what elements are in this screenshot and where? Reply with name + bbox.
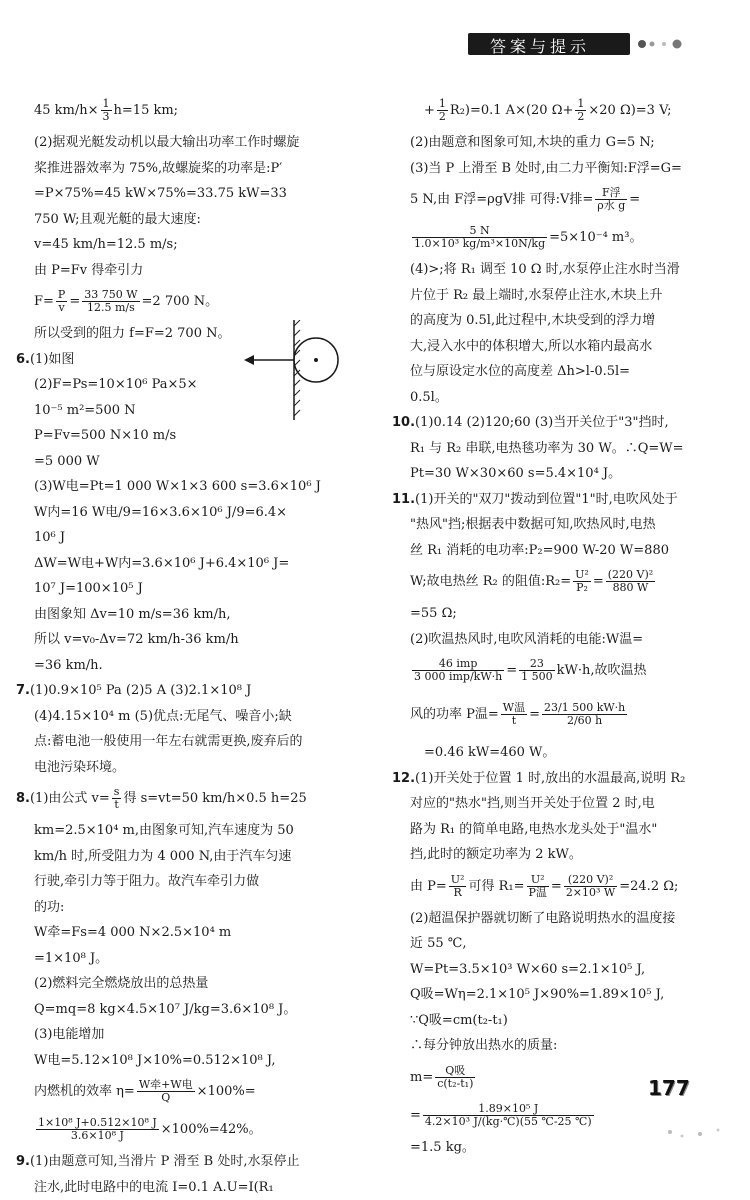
- force-diagram: [240, 320, 350, 420]
- answer-line: 10⁻⁵ m²=500 N: [16, 398, 368, 424]
- answer-line: "热风"挡;根据表中数据可知,吹热风时,电热: [392, 512, 737, 538]
- question-number: 12.: [392, 771, 415, 786]
- answer-line: [392, 652, 737, 690]
- answer-line: (2)燃料完全燃烧放出的总热量: [16, 971, 368, 997]
- answer-line: =0.46 kW=460 W。: [392, 740, 737, 766]
- text: =: [551, 879, 562, 894]
- fraction: [412, 225, 547, 250]
- text: kW·h,故吹温热: [557, 663, 647, 678]
- fraction: [542, 702, 627, 727]
- answer-line: 750 W;且观光艇的最大速度:: [16, 207, 368, 233]
- text: +: [424, 103, 435, 118]
- answer-line: [392, 219, 737, 257]
- answer-line: (2)由题意和图象可知,木块的重力 G=5 N;: [392, 130, 737, 156]
- answer-line: [392, 410, 737, 436]
- numerator: W牵+W电: [137, 1079, 195, 1092]
- denominator: c(t₂-t₁): [435, 1078, 475, 1090]
- numerator: U²: [527, 874, 549, 887]
- fraction: [527, 874, 549, 899]
- fraction: [423, 1103, 594, 1128]
- header-bar: [468, 33, 630, 55]
- denominator: P温: [527, 887, 549, 899]
- answer-line: 位与原设定水位的高度差 Δh>l-0.5l=: [392, 359, 737, 385]
- denominator: 2×10³ W: [564, 887, 617, 899]
- answer-line: Q=mq=8 kg×4.5×10⁷ J/kg=3.6×10⁸ J。: [16, 997, 368, 1023]
- text: ×100%=: [197, 1084, 256, 1099]
- answer-line: 的功:: [16, 895, 368, 921]
- denominator: 3 000 imp/kW·h: [412, 671, 504, 683]
- question-number: 11.: [392, 492, 415, 507]
- answer-line: [392, 92, 737, 130]
- denominator: v: [56, 302, 67, 314]
- answer-line: 的高度为 0.5l,此过程中,木块受到的浮力增: [392, 308, 737, 334]
- fraction: [56, 289, 67, 314]
- answer-line: R₁ 与 R₂ 串联,电热毯功率为 30 W。∴Q=W=: [392, 436, 737, 462]
- answer-line: [16, 283, 368, 321]
- denominator: 4.2×10³ J/(kg·℃)(55 ℃-25 ℃): [423, 1116, 594, 1128]
- fraction: [573, 569, 591, 594]
- answer-line: =36 km/h.: [16, 653, 368, 679]
- text: (1)由题意可知,当滑片 P 滑至 B 处时,水泵停止: [30, 1154, 300, 1169]
- fraction: [101, 98, 112, 123]
- fraction: [412, 658, 504, 683]
- answer-line: 电池污染环境。: [16, 755, 368, 781]
- answer-line: Q吸=Wη=2.1×10⁵ J×90%=1.89×10⁵ J,: [392, 982, 737, 1008]
- numerator: U²: [573, 569, 591, 582]
- numerator: 5 N: [412, 225, 547, 238]
- answer-line: (3)电能增加: [16, 1022, 368, 1048]
- denominator: 1.0×10³ kg/m³×10N/kg: [412, 238, 547, 250]
- right-column: [392, 92, 737, 1160]
- answer-line: W牵=Fs=4 000 N×2.5×10⁴ m: [16, 920, 368, 946]
- answer-line: [392, 487, 737, 513]
- answer-line: (2)据观光艇发动机以最大输出功率工作时螺旋: [16, 130, 368, 156]
- answer-line: ∴每分钟放出热水的质量:: [392, 1033, 737, 1059]
- answer-line: 路为 R₁ 的简单电路,电热水龙头处于"温水": [392, 817, 737, 843]
- fraction: [501, 702, 527, 727]
- fraction: [519, 658, 555, 683]
- text: =: [629, 192, 640, 207]
- answer-line: ΔW=W电+W内=3.6×10⁶ J+6.4×10⁶ J=: [16, 551, 368, 577]
- numerator: 1: [575, 98, 586, 111]
- page-header: [460, 30, 750, 58]
- fraction: [112, 786, 122, 811]
- answer-line: 由 P=Fv 得牵引力: [16, 258, 368, 284]
- fraction: [606, 569, 655, 594]
- numerator: (220 V)²: [564, 874, 617, 887]
- text: (1)开关处于位置 1 时,放出的水温最高,说明 R₂: [415, 771, 685, 786]
- text: 风的功率 P温=: [410, 707, 499, 722]
- question-number: 7.: [16, 683, 30, 698]
- numerator: 1: [437, 98, 448, 111]
- answer-line: [16, 1111, 368, 1149]
- decorative-dots-icon: [660, 1102, 730, 1142]
- answer-line: (4)4.15×10⁴ m (5)优点:无尾气、噪音小;缺: [16, 704, 368, 730]
- numerator: 1: [101, 98, 112, 111]
- answer-line: =5 000 W: [16, 449, 368, 475]
- text: =2 700 N。: [142, 294, 219, 309]
- text: =: [410, 1108, 421, 1123]
- numerator: 33 750 W: [82, 289, 139, 302]
- answer-line: W=Pt=3.5×10³ W×60 s=2.1×10⁵ J,: [392, 957, 737, 983]
- denominator: 2: [575, 111, 586, 123]
- answer-line: [16, 1073, 368, 1111]
- answer-line: (2)超温保护器就切断了电路说明热水的温度接: [392, 906, 737, 932]
- fraction: [575, 98, 586, 123]
- denominator: 3: [101, 111, 112, 123]
- numerator: 46 imp: [412, 658, 504, 671]
- answer-line: 所以受到的阻力 f=F=2 700 N。: [16, 321, 368, 347]
- ball-center: [314, 358, 318, 362]
- text: =24.2 Ω;: [619, 879, 678, 894]
- text: =: [69, 294, 80, 309]
- answer-line: 10⁶ J: [16, 525, 368, 551]
- numerator: 23: [519, 658, 555, 671]
- denominator: R: [449, 887, 467, 899]
- question-number: 6.: [16, 352, 30, 367]
- text: 内燃机的效率 η=: [34, 1084, 135, 1099]
- answer-line: km/h 时,所受阻力为 4 000 N,由于汽车匀速: [16, 844, 368, 870]
- left-column: [16, 92, 368, 1200]
- numerator: P: [56, 289, 67, 302]
- answer-line: [392, 563, 737, 601]
- text: h=15 km;: [114, 103, 179, 118]
- page-number: 177: [648, 1076, 690, 1100]
- answer-line: W内=16 W电/9=16×3.6×10⁶ J/9=6.4×: [16, 500, 368, 526]
- answer-line: W电=5.12×10⁸ J×10%=0.512×10⁸ J,: [16, 1048, 368, 1074]
- text: ×20 Ω)=3 V;: [588, 103, 671, 118]
- answer-line: km=2.5×10⁴ m,由图象可知,汽车速度为 50: [16, 818, 368, 844]
- answer-line: [392, 690, 737, 740]
- answer-line: 注水,此时电路中的电流 I=0.1 A.U=I(R₁: [16, 1175, 368, 1200]
- answer-line: 所以 v=v₀-Δv=72 km/h-36 km/h: [16, 627, 368, 653]
- answer-line: [392, 766, 737, 792]
- answer-line: [16, 780, 368, 818]
- text: =: [593, 574, 604, 589]
- answer-line: 由图象知 Δv=10 m/s=36 km/h,: [16, 602, 368, 628]
- text: m=: [410, 1070, 433, 1085]
- fraction: [437, 98, 448, 123]
- numerator: 1.89×10⁵ J: [423, 1103, 594, 1116]
- denominator: 2/60 h: [542, 715, 627, 727]
- answer-line: ∵Q吸=cm(t₂-t₁): [392, 1008, 737, 1034]
- answer-line: [16, 1149, 368, 1175]
- denominator: ρ水 g: [595, 200, 627, 212]
- answer-line: 10⁷ J=100×10⁵ J: [16, 576, 368, 602]
- text: R₂)=0.1 A×(20 Ω+: [450, 103, 573, 118]
- answer-line: (2)F=Ps=10×10⁶ Pa×5×: [16, 372, 368, 398]
- answer-line: 对应的"热水"挡,则当开关处于位置 2 时,电: [392, 791, 737, 817]
- text: (1)开关的"双刀"拨动到位置"1"时,电吹风处于: [415, 492, 678, 507]
- answer-line: (2)吹温热风时,电吹风消耗的电能:W温=: [392, 627, 737, 653]
- answer-line: (4)>;将 R₁ 调至 10 Ω 时,水泵停止注水时当滑: [392, 257, 737, 283]
- denominator: Q: [137, 1092, 195, 1104]
- numerator: 1×10⁸ J+0.512×10⁸ J: [36, 1117, 159, 1130]
- text: W;故电热丝 R₂ 的阻值:R₂=: [410, 574, 571, 589]
- answer-line: 行驶,牵引力等于阻力。故汽车牵引力做: [16, 869, 368, 895]
- numerator: Q吸: [435, 1065, 475, 1078]
- answer-line: v=45 km/h=12.5 m/s;: [16, 232, 368, 258]
- fraction: [564, 874, 617, 899]
- text: 5 N,由 F浮=ρgV排 可得:V排=: [410, 192, 593, 207]
- question-number: 8.: [16, 791, 30, 806]
- decorative-dots-icon: [632, 35, 692, 53]
- fraction: [595, 187, 627, 212]
- numerator: F浮: [595, 187, 627, 200]
- question-number: 10.: [392, 415, 415, 430]
- text: 可得 R₁=: [468, 879, 524, 894]
- answer-line: 丝 R₁ 消耗的电功率:P₂=900 W-20 W=880: [392, 538, 737, 564]
- numerator: (220 V)²: [606, 569, 655, 582]
- answer-line: 桨推进器效率为 75%,故螺旋桨的功率是:P′: [16, 156, 368, 182]
- text: 得 s=vt=50 km/h×0.5 h=25: [123, 791, 306, 806]
- text: =: [506, 663, 517, 678]
- fraction: [36, 1117, 159, 1142]
- answer-line: 片位于 R₂ 最上端时,水泵停止注水,木块上升: [392, 283, 737, 309]
- denominator: 880 W: [606, 582, 655, 594]
- numerator: U²: [449, 874, 467, 887]
- answer-line: 大,浸入水中的体积增大,所以水箱内最高水: [392, 334, 737, 360]
- denominator: 2: [437, 111, 448, 123]
- arrow-head-icon: [244, 355, 254, 365]
- denominator: 3.6×10⁸ J: [36, 1130, 159, 1142]
- denominator: 1 500: [519, 671, 555, 683]
- text: (1)0.9×10⁵ Pa (2)5 A (3)2.1×10⁸ J: [30, 683, 251, 698]
- numerator: W温: [501, 702, 527, 715]
- answer-line: =1×10⁸ J。: [16, 946, 368, 972]
- text: =5×10⁻⁴ m³。: [549, 230, 642, 245]
- answer-line: Pt=30 W×30×60 s=5.4×10⁴ J。: [392, 461, 737, 487]
- denominator: t: [501, 715, 527, 727]
- text: 45 km/h×: [34, 103, 99, 118]
- text: F=: [34, 294, 54, 309]
- text: (1)0.14 (2)120;60 (3)当开关位于"3"挡时,: [415, 415, 669, 430]
- numerator: 23/1 500 kW·h: [542, 702, 627, 715]
- text: =: [529, 707, 540, 722]
- text: 由 P=: [410, 879, 447, 894]
- text: (1)如图: [30, 352, 74, 367]
- denominator: 12.5 m/s: [82, 302, 139, 314]
- header-title: 答案与提示: [490, 37, 590, 57]
- fraction: [137, 1079, 195, 1104]
- answer-line: 0.5l。: [392, 385, 737, 411]
- answer-line: [392, 181, 737, 219]
- fraction: [449, 874, 467, 899]
- question-number: 9.: [16, 1154, 30, 1169]
- answer-line: (3)W电=Pt=1 000 W×1×3 600 s=3.6×10⁶ J: [16, 474, 368, 500]
- answer-line: P=Fv=500 N×10 m/s: [16, 423, 368, 449]
- answer-line: 挡,此时的额定功率为 2 kW。: [392, 842, 737, 868]
- text: ×100%=42%。: [161, 1122, 262, 1137]
- answer-line: 近 55 ℃,: [392, 931, 737, 957]
- answer-line: [392, 868, 737, 906]
- fraction: [82, 289, 139, 314]
- answer-line: =P×75%=45 kW×75%=33.75 kW=33: [16, 181, 368, 207]
- denominator: t: [112, 799, 122, 811]
- answer-line: [16, 678, 368, 704]
- answer-line: [16, 92, 368, 130]
- answer-line: =55 Ω;: [392, 601, 737, 627]
- answer-line: =1.5 kg。: [392, 1135, 737, 1161]
- answer-line: 点:蓄电池一般使用一年左右就需更换,废弃后的: [16, 729, 368, 755]
- numerator: s: [112, 786, 122, 799]
- denominator: P₂: [573, 582, 591, 594]
- answer-line: (3)当 P 上滑至 B 处时,由二力平衡知:F浮=G=: [392, 156, 737, 182]
- text: (1)由公式 v=: [30, 791, 110, 806]
- fraction: [435, 1065, 475, 1090]
